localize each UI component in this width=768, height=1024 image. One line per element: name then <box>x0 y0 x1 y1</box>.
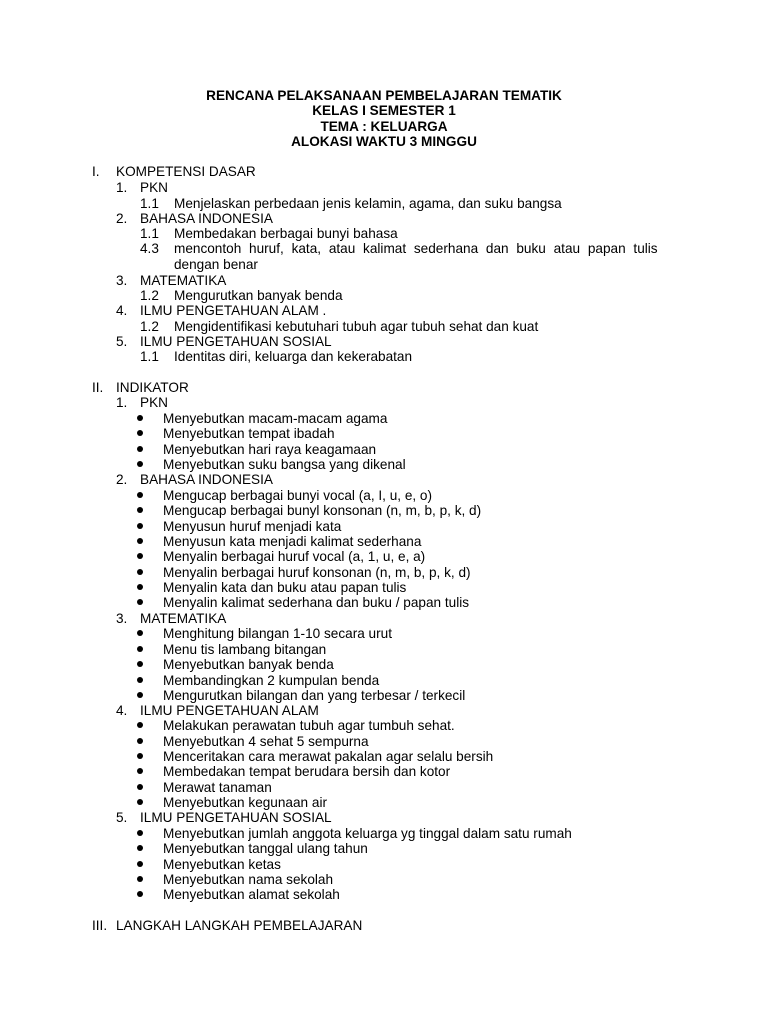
item-label: BAHASA INDONESIA <box>140 472 273 487</box>
sub-text: Identitas diri, keluarga dan kekerabatan <box>174 349 413 364</box>
bullet-dot <box>137 430 143 436</box>
bullet-dot <box>137 553 143 559</box>
bullet-text: Menyusun huruf menjadi kata <box>163 519 342 534</box>
item-number: 5. <box>116 810 128 825</box>
sub-text: Menjelaskan perbedaan jenis kelamin, agama, dan suku bangsa <box>174 196 562 211</box>
bullet-text: Menyebutkan macam-macam agama <box>163 411 388 426</box>
item-number: 1. <box>116 180 128 195</box>
bullet-dot <box>137 784 143 790</box>
doc-class-semester: KELAS I SEMESTER 1 <box>312 103 456 118</box>
bullet-text: Menyalin berbagai huruf vocal (a, 1, u, e, a) <box>163 549 426 564</box>
sub-number: 4.3 <box>140 241 159 256</box>
item-number: 2. <box>116 211 128 226</box>
bullet-dot <box>137 630 143 636</box>
bullet-dot <box>137 599 143 605</box>
bullet-text: Mengucap berbagai bunyi vocal (a, I, u, e, o) <box>163 488 433 503</box>
bullet-dot <box>137 661 143 667</box>
bullet-dot <box>137 461 143 467</box>
bullet-dot <box>137 538 143 544</box>
bullet-text: Menyebutkan banyak benda <box>163 657 334 672</box>
sub-text: mencontoh huruf, kata, atau kalimat sederhana dan buku atau papan tulis <box>174 241 658 256</box>
item-number: 1. <box>116 395 128 410</box>
section-title: KOMPETENSI DASAR <box>116 164 256 179</box>
sub-number: 1.2 <box>140 288 159 303</box>
item-number: 4. <box>116 703 128 718</box>
sub-number: 1.1 <box>140 226 159 241</box>
bullet-dot <box>137 891 143 897</box>
item-number: 3. <box>116 611 128 626</box>
bullet-text: Menceritakan cara merawat pakalan agar selalu bersih <box>163 749 494 764</box>
sub-text: Mengurutkan banyak benda <box>174 288 343 303</box>
section-number: III. <box>92 918 108 933</box>
item-label: PKN <box>140 395 168 410</box>
bullet-text: Menyebutkan suku bangsa yang dikenal <box>163 457 406 472</box>
bullet-dot <box>137 830 143 836</box>
bullet-dot <box>137 768 143 774</box>
bullet-dot <box>137 677 143 683</box>
doc-title: RENCANA PELAKSANAAN PEMBELAJARAN TEMATIK <box>206 88 562 103</box>
section-number: II. <box>92 380 104 395</box>
bullet-text: Menyebutkan nama sekolah <box>163 872 334 887</box>
item-number: 5. <box>116 334 128 349</box>
doc-time-allocation: ALOKASI WAKTU 3 MINGGU <box>291 134 477 149</box>
doc-theme: TEMA : KELUARGA <box>320 119 448 134</box>
item-label: MATEMATIKA <box>140 611 227 626</box>
bullet-text: Menu tis lambang bitangan <box>163 642 327 657</box>
item-label: ILMU PENGETAHUAN ALAM <box>140 703 319 718</box>
bullet-text: Membedakan tempat berudara bersih dan kotor <box>163 764 451 779</box>
sub-number: 1.1 <box>140 196 159 211</box>
bullet-text: Menyebutkan tempat ibadah <box>163 426 335 441</box>
item-label: ILMU PENGETAHUAN SOSIAL <box>140 334 332 349</box>
bullet-dot <box>137 569 143 575</box>
sub-text-continued: dengan benar <box>174 257 258 272</box>
bullet-dot <box>137 523 143 529</box>
bullet-text: Membandingkan 2 kumpulan benda <box>163 673 380 688</box>
bullet-text: Menyalin kalimat sederhana dan buku / papan tulis <box>163 595 470 610</box>
bullet-dot <box>137 584 143 590</box>
sub-number: 1.1 <box>140 349 159 364</box>
sub-text: Membedakan berbagai bunyi bahasa <box>174 226 398 241</box>
bullet-dot <box>137 738 143 744</box>
item-number: 3. <box>116 273 128 288</box>
bullet-text: Menyebutkan 4 sehat 5 sempurna <box>163 734 369 749</box>
item-number: 4. <box>116 303 128 318</box>
bullet-text: Menyebutkan alamat sekolah <box>163 887 340 902</box>
bullet-text: Menyebutkan kegunaan air <box>163 795 327 810</box>
item-label: BAHASA INDONESIA <box>140 211 273 226</box>
bullet-text: Mengucap berbagai bunyl konsonan (n, m, b, p, k, d) <box>163 503 482 518</box>
bullet-text: Menghitung bilangan 1-10 secara urut <box>163 626 392 641</box>
bullet-text: Menyusun kata menjadi kalimat sederhana <box>163 534 422 549</box>
bullet-text: Menyebutkan jumlah anggota keluarga yg tinggal dalam satu rumah <box>163 826 572 841</box>
section-number: I. <box>92 164 100 179</box>
bullet-dot <box>137 861 143 867</box>
bullet-dot <box>137 753 143 759</box>
bullet-text: Menyebutkan ketas <box>163 857 281 872</box>
bullet-dot <box>137 692 143 698</box>
bullet-text: Menyalin kata dan buku atau papan tulis <box>163 580 407 595</box>
sub-text: Mengidentifikasi kebutuhari tubuh agar tubuh sehat dan kuat <box>174 319 539 334</box>
bullet-text: Menyebutkan tanggal ulang tahun <box>163 841 368 856</box>
item-label: ILMU PENGETAHUAN ALAM . <box>140 303 327 318</box>
bullet-dot <box>137 845 143 851</box>
item-label: MATEMATIKA <box>140 273 227 288</box>
bullet-dot <box>137 492 143 498</box>
section-title: INDIKATOR <box>116 380 189 395</box>
bullet-text: Melakukan perawatan tubuh agar tumbuh sehat. <box>163 718 455 733</box>
bullet-text: Merawat tanaman <box>163 780 272 795</box>
bullet-dot <box>137 646 143 652</box>
item-number: 2. <box>116 472 128 487</box>
bullet-dot <box>137 722 143 728</box>
bullet-dot <box>137 876 143 882</box>
section-title: LANGKAH LANGKAH PEMBELAJARAN <box>116 918 363 933</box>
bullet-dot <box>137 446 143 452</box>
bullet-text: Menyebutkan hari raya keagamaan <box>163 442 377 457</box>
item-label: ILMU PENGETAHUAN SOSIAL <box>140 810 332 825</box>
bullet-text: Menyalin berbagai huruf konsonan (n, m, b, p, k, d) <box>163 565 471 580</box>
bullet-dot <box>137 507 143 513</box>
bullet-dot <box>137 415 143 421</box>
item-label: PKN <box>140 180 168 195</box>
bullet-dot <box>137 799 143 805</box>
bullet-text: Mengurutkan bilangan dan yang terbesar / terkecil <box>163 688 466 703</box>
sub-number: 1.2 <box>140 319 159 334</box>
